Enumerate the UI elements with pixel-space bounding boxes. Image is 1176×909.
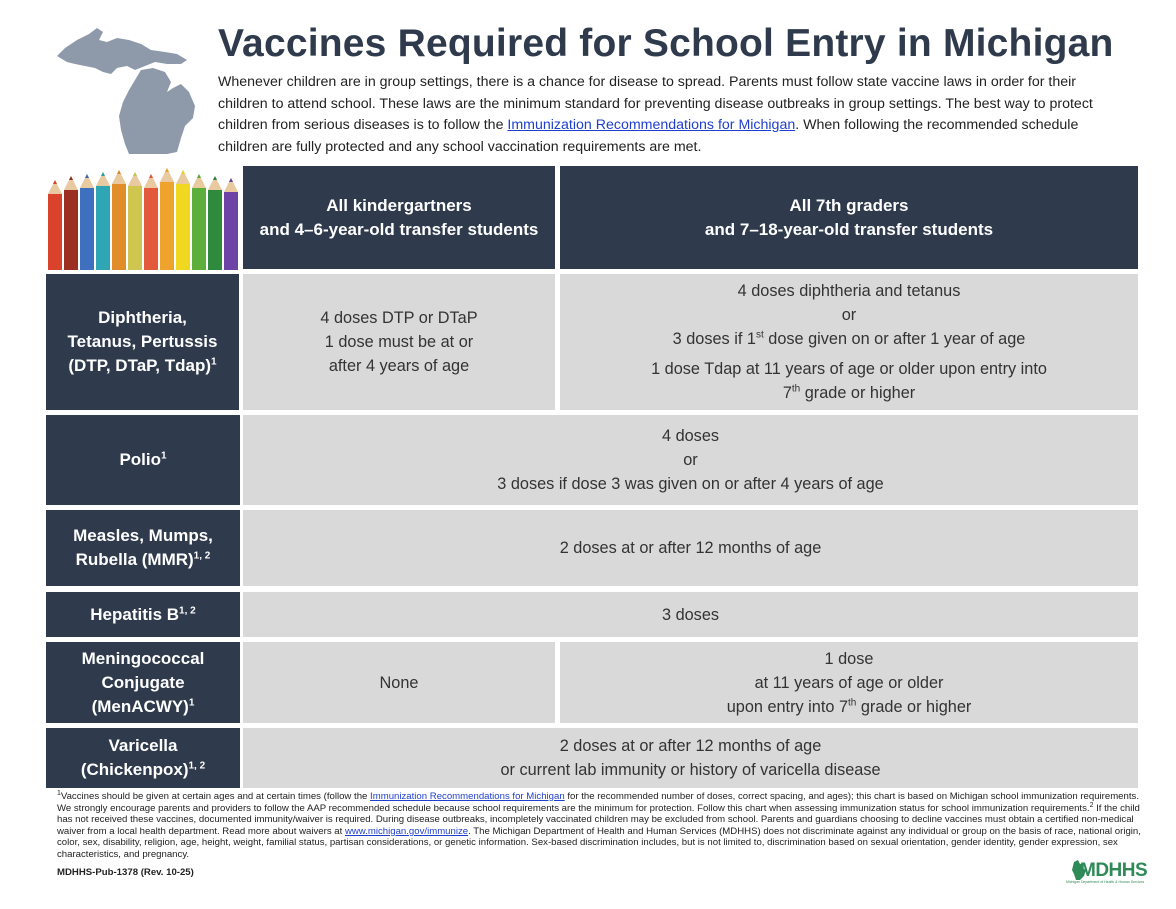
var-line2: or current lab immunity or history of varicella disease — [500, 761, 881, 779]
hepb-value: 3 doses — [661, 605, 720, 624]
row-label-men-line3: (MenACWY) — [91, 696, 189, 716]
row-label-dtp — [46, 274, 239, 410]
footnote-text-2: for the recommended number of doses, correct spacing, and ages); this chart is based on Michigan school immunization requirements. We strongly encourage parents and providers to follow the AAP recommended schedule because school requirements are the minimum for protection. Follow this chart when assessing immunization status for school immunization requirements. — [57, 791, 1139, 814]
michigan-map-icon — [55, 22, 215, 157]
varicella-cell — [243, 728, 1138, 788]
dtp-k-line3: after 4 years of age — [328, 357, 470, 375]
var-line1: 2 doses at or after 12 months of age — [559, 737, 822, 755]
row-label-dtp-line1: Diphtheria, — [98, 308, 187, 327]
menacwy-seventh-cell — [560, 642, 1138, 723]
dtp-s-line2: or — [841, 306, 857, 324]
dtp-s-line3b: dose given on or after 1 year of age — [763, 330, 1026, 348]
mdhhs-logo-text: MDHHS — [1080, 860, 1148, 881]
menacwy-kindergarten-cell — [243, 642, 555, 723]
polio-cell — [243, 415, 1138, 505]
mmr-value: 2 doses at or after 12 months of age — [559, 539, 822, 557]
dtp-k-line2: 1 dose must be at or — [324, 333, 474, 351]
row-label-mmr-line1: Measles, Mumps, — [73, 526, 213, 545]
row-label-var-line2: (Chickenpox) — [80, 760, 189, 779]
page-title: Vaccines Required for School Entry in Michigan — [218, 22, 1114, 65]
row-label-var-line1: Varicella — [108, 736, 178, 755]
footnote-marker: 1 — [161, 450, 167, 462]
column-header-kindergarten — [243, 166, 555, 269]
footnote-text-4: . The Michigan Department of Health and Human Services (MDHHS) does not discriminate against any individual or group on the basis of race, national origin, color, sex, disability, religion, age, height, weight, familial status, partisan considerations, or genetic information. Sex-based discrimination includes, but is not limited to, discrimination based on sexual orientation, gender identity, gender expression, sex characteristics, and pregnancy. — [57, 825, 1141, 860]
intro-text: Whenever children are in group settings, there is a chance for disease to spread. Parents must follow state vaccine laws in order for their children to attend school. These laws are the minimum standard for preventing disease outbreaks in group settings. The best way to protect children from serious diseases is to follow the — [218, 74, 1093, 133]
publication-number: MDHHS-Pub-1378 (Rev. 10-25) — [57, 867, 194, 878]
footnote-text-1: Vaccines should be given at certain ages and at certain times (follow the — [60, 791, 371, 802]
mmr-cell — [243, 510, 1138, 586]
dtp-s-line5b: grade or higher — [800, 384, 916, 402]
hepb-cell — [243, 592, 1138, 637]
footnote-marker: 1, 2 — [179, 604, 196, 616]
colored-pencils-image — [46, 166, 240, 270]
column-header-kindergarten-line1: All kindergartners — [326, 195, 472, 215]
men-s-line1: 1 dose — [824, 649, 874, 668]
row-label-varicella — [46, 728, 240, 788]
men-s-line3a: upon entry into 7 — [726, 697, 848, 716]
polio-line2: or — [683, 451, 698, 469]
footnote-recommendations-link[interactable]: Immunization Recommendations for Michigan — [370, 791, 565, 802]
dtp-s-line5a: 7 — [782, 384, 792, 402]
row-label-men-line2: Conjugate — [101, 672, 185, 692]
footnote-marker-2: 2 — [1089, 801, 1094, 809]
polio-line3: 3 doses if dose 3 was given on or after 4 years of age — [497, 475, 884, 493]
menacwy-k-value: None — [379, 673, 419, 692]
column-header-seventh-line2: and 7–18-year-old transfer students — [704, 219, 994, 239]
row-label-hepb-text: Hepatitis B — [90, 604, 180, 624]
ordinal-sup: th — [791, 383, 801, 395]
dtp-k-line1: 4 doses DTP or DTaP — [320, 309, 478, 327]
row-label-men-line1: Meningococcal — [81, 648, 205, 668]
row-label-polio — [46, 415, 240, 505]
men-s-line3b: grade or higher — [856, 697, 972, 716]
dtp-s-line3 — [673, 327, 1026, 351]
column-header-kindergarten-line2: and 4–6-year-old transfer students — [259, 219, 539, 239]
dtp-s-line5 — [783, 381, 915, 405]
row-label-hepb — [46, 592, 240, 637]
row-label-dtp-line2: Tetanus, Pertussis — [67, 332, 218, 351]
row-label-mmr-line2: Rubella (MMR) — [75, 550, 194, 569]
immunization-recommendations-link[interactable]: Immunization Recommendations for Michigan — [507, 117, 796, 133]
dtp-s-line4: 1 dose Tdap at 11 years of age or older upon entry into — [651, 360, 1047, 378]
row-label-mmr — [46, 510, 240, 586]
polio-line1: 4 doses — [661, 427, 720, 445]
row-label-menacwy — [46, 642, 240, 723]
dtp-s-line3a: 3 doses if 1 — [672, 330, 756, 348]
dtp-kindergarten-cell — [243, 274, 555, 410]
footnote-marker-1: 1 — [57, 789, 61, 797]
column-header-seventh — [560, 166, 1138, 269]
row-label-dtp-line3-text: (DTP, DTaP, Tdap) — [68, 356, 212, 375]
footnote-marker: 1, 2 — [188, 760, 206, 772]
row-label-polio-text: Polio — [119, 450, 161, 469]
ordinal-sup: th — [848, 697, 857, 709]
dtp-seventh-cell — [560, 274, 1138, 410]
footnote-marker: 1 — [211, 356, 217, 368]
intro-paragraph — [218, 72, 1118, 158]
men-s-line2: at 11 years of age or older — [754, 673, 944, 692]
column-header-seventh-line1: All 7th graders — [789, 195, 909, 215]
dtp-s-line1: 4 doses diphtheria and tetanus — [737, 282, 961, 300]
footnote — [57, 791, 1152, 861]
ordinal-sup: st — [755, 329, 764, 341]
men-s-line3 — [727, 695, 972, 719]
immunize-waiver-link[interactable]: www.michigan.gov/immunize — [344, 825, 469, 837]
footnote-marker: 1 — [188, 696, 195, 708]
intro-text-end: . When following the recommended schedule children are fully protected and any school vaccination requirements are met. — [218, 117, 1079, 155]
mdhhs-logo-subtitle: Michigan Department of Health & Human Services — [1066, 880, 1145, 884]
row-label-dtp-line3 — [68, 354, 216, 378]
footnote-text-3: If the child has not received these vaccines, documented immunity/waiver is required. During disease outbreaks, incompletely vaccinated children may be excluded from school. Parents and guardians choosing to decline vaccines must obtain a certified non-medical waiver from a local health department. Read more about waivers at — [57, 802, 1140, 837]
footnote-marker: 1, 2 — [193, 550, 211, 562]
